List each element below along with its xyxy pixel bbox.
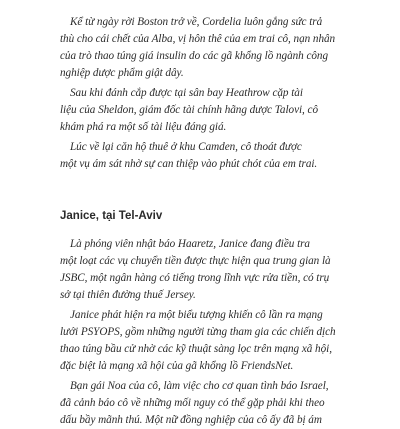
text-line: Bạn gái Noa của cô, làm việc cho cơ quan tình báo Israel, — [70, 380, 329, 392]
text-line: một loạt các vụ chuyển tiền được thực hiện qua trung gian là — [60, 255, 331, 267]
text-line: của trò thao túng giá insulin do các gã khổng lồ ngành công — [60, 50, 329, 62]
text-line: dấu bầy mãnh thú. Một nữ đồng nghiệp của cô ấy đã bị ám — [60, 414, 322, 426]
text-line: đặc biệt là mạng xã hội của gã khổng lồ FriendsNet. — [60, 360, 294, 372]
text-line: khám phá ra một số tài liệu đáng giá. — [60, 121, 227, 133]
text-line: Là phóng viên nhật báo Haaretz, Janice đang điều tra — [70, 238, 310, 250]
text-line: đã cảnh báo cô về những mối nguy có thể gặp phải khi theo — [60, 397, 325, 409]
paragraph-1 — [60, 14, 342, 82]
text-line: nghiệp dược phẩm giật dây. — [60, 67, 184, 79]
text-line: Kể từ ngày rời Boston trở về, Cordelia luôn gắng sức trả — [70, 16, 323, 28]
paragraph-3 — [60, 139, 342, 173]
text-line: thao túng bầu cử nhờ các kỹ thuật sàng lọc trên mạng xã hội, — [60, 343, 332, 355]
section-heading: Janice, tại Tel-Aviv — [60, 210, 163, 222]
paragraph-5 — [60, 307, 342, 375]
text-line: một vụ ám sát nhờ sự can thiệp vào phút chót của em trai. — [60, 158, 318, 170]
text-line: thù cho cái chết của Alba, vị hôn thê của em trai cô, nạn nhân — [60, 33, 336, 45]
text-line: sở tại thiên đường thuế Jersey. — [60, 289, 196, 301]
text-line: Janice phát hiện ra một biểu tượng khiến cô lần ra mạng — [70, 309, 323, 321]
section-janice — [60, 236, 342, 429]
paragraph-2 — [60, 85, 342, 136]
text-line: lưới PSYOPS, gồm những người từng tham gia các chiến dịch — [60, 326, 336, 338]
paragraph-4 — [60, 236, 342, 304]
text-line: Sau khi đánh cắp được tại sân bay Heathrow cặp tài — [70, 87, 303, 99]
paragraph-6 — [60, 378, 342, 429]
section-cordelia — [60, 14, 342, 173]
text-line: liệu của Sheldon, giám đốc tài chính hãng dược Talovi, cô — [60, 104, 319, 116]
text-line: Lúc về lại căn hộ thuê ở khu Camden, cô thoát được — [70, 141, 302, 153]
text-line: JSBC, một ngân hàng có tiếng trong lĩnh vực rửa tiền, có trụ — [60, 272, 330, 284]
